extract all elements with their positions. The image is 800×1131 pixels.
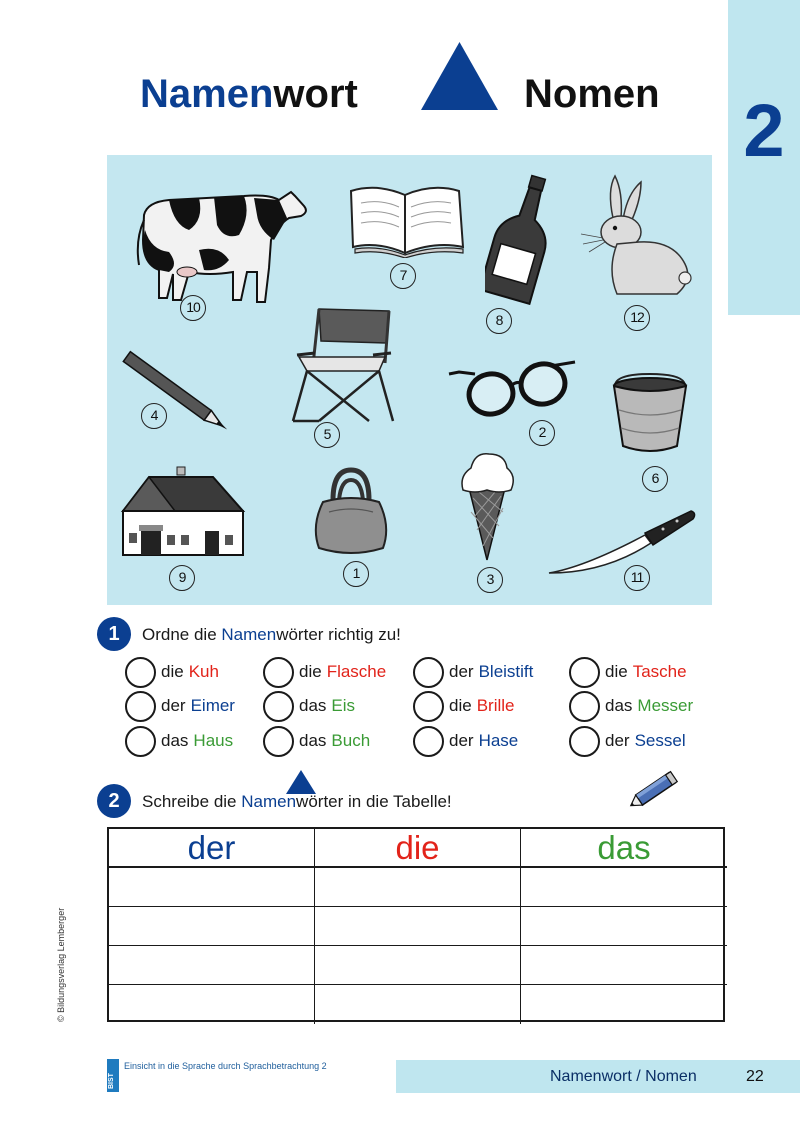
footer-section-title: Namenwort / Nomen (550, 1068, 697, 1085)
word-item[interactable]: der Bleistift (413, 656, 533, 688)
picture-number: 1 (343, 561, 369, 587)
task-1-instruction: Ordne die Namenwörter richtig zu! (142, 625, 401, 644)
answer-cell[interactable] (109, 946, 315, 985)
word-item[interactable]: die Kuh (125, 656, 219, 688)
bist-badge: BIST (107, 1059, 119, 1092)
knife-picture (545, 507, 697, 579)
answer-circle[interactable] (125, 657, 156, 688)
task-1-badge: 1 (97, 617, 131, 651)
task-2-badge: 2 (97, 784, 131, 818)
answer-cell[interactable] (109, 985, 315, 1024)
answer-circle[interactable] (569, 691, 600, 722)
answer-cell[interactable] (521, 907, 727, 946)
picture-number: 8 (486, 308, 512, 334)
answer-cell[interactable] (109, 907, 315, 946)
bist-caption: Einsicht in die Sprache durch Sprachbetrachtung 2 (124, 1061, 327, 1071)
picture-number: 11 (624, 565, 650, 591)
triangle-icon (421, 42, 498, 110)
picture-number: 10 (180, 295, 206, 321)
answer-circle[interactable] (263, 657, 294, 688)
pencil-picture (115, 343, 240, 443)
answer-circle[interactable] (413, 726, 444, 757)
title-accent: Namen (140, 72, 274, 116)
picture-number: 7 (390, 263, 416, 289)
answer-circle[interactable] (569, 726, 600, 757)
answer-cell[interactable] (521, 868, 727, 907)
answer-cell[interactable] (315, 985, 521, 1024)
table-header-das: das (521, 829, 727, 868)
task-2-instruction: Schreibe die Namenwörter in die Tabelle! (142, 792, 452, 811)
word-item[interactable]: das Messer (569, 690, 693, 722)
house-picture (119, 465, 247, 557)
copyright-note: © Bildungsverlag Lemberger (56, 907, 66, 1022)
title-rest: wort (273, 72, 358, 116)
answer-table (107, 827, 725, 1022)
answer-circle[interactable] (263, 691, 294, 722)
picture-number: 3 (477, 567, 503, 593)
picture-number: 9 (169, 565, 195, 591)
bottle-picture (485, 173, 557, 305)
word-item[interactable]: der Hase (413, 725, 518, 757)
word-item[interactable]: das Haus (125, 725, 233, 757)
rabbit-picture (577, 170, 697, 300)
ice-cream-picture (459, 450, 515, 562)
answer-cell[interactable] (109, 868, 315, 907)
picture-number: 2 (529, 420, 555, 446)
answer-circle[interactable] (263, 726, 294, 757)
word-item[interactable]: die Brille (413, 690, 514, 722)
picture-panel (107, 155, 712, 605)
answer-cell[interactable] (315, 868, 521, 907)
word-item[interactable]: die Flasche (263, 656, 386, 688)
answer-cell[interactable] (521, 985, 727, 1024)
answer-circle[interactable] (125, 726, 156, 757)
page-title (140, 70, 358, 118)
handbag-picture (313, 466, 389, 558)
picture-number: 5 (314, 422, 340, 448)
glasses-picture (447, 360, 579, 422)
answer-circle[interactable] (413, 657, 444, 688)
answer-circle[interactable] (125, 691, 156, 722)
word-item[interactable]: der Eimer (125, 690, 235, 722)
picture-number: 6 (642, 466, 668, 492)
word-item[interactable]: die Tasche (569, 656, 687, 688)
answer-cell[interactable] (315, 946, 521, 985)
answer-circle[interactable] (569, 657, 600, 688)
picture-number: 12 (624, 305, 650, 331)
answer-circle[interactable] (413, 691, 444, 722)
word-item[interactable]: der Sessel (569, 725, 686, 757)
word-item[interactable]: das Eis (263, 690, 355, 722)
cow-picture (129, 180, 309, 310)
table-header-der: der (109, 829, 315, 868)
book-picture (347, 183, 465, 258)
pencil-icon (626, 768, 682, 812)
word-item[interactable]: das Buch (263, 725, 370, 757)
page-number: 22 (746, 1068, 764, 1085)
answer-cell[interactable] (521, 946, 727, 985)
bucket-picture (609, 370, 691, 454)
chapter-number: 2 (743, 89, 785, 172)
page-title-right: Nomen (524, 72, 660, 116)
picture-number: 4 (141, 403, 167, 429)
chair-picture (289, 305, 399, 425)
table-header-die: die (315, 829, 521, 868)
answer-cell[interactable] (315, 907, 521, 946)
